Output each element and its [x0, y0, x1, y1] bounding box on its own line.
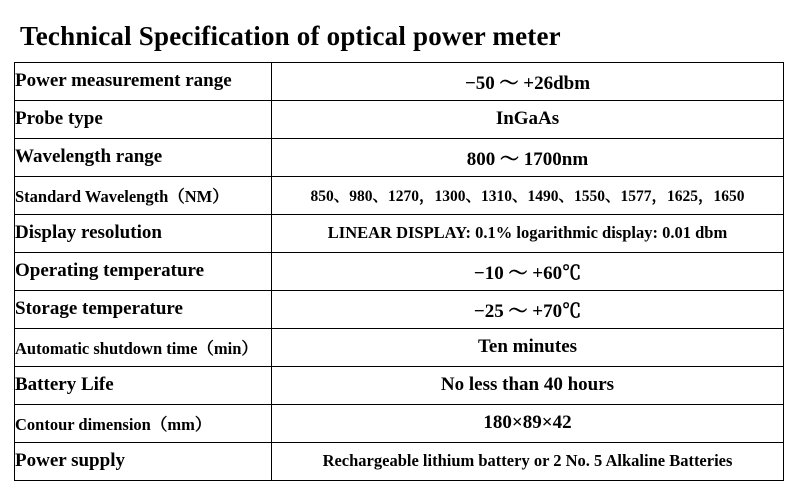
- spec-label: Probe type: [15, 100, 272, 138]
- spec-value: Ten minutes: [272, 328, 784, 366]
- spec-label: Battery Life: [15, 366, 272, 404]
- spec-value: 180×89×42: [272, 404, 784, 442]
- spec-value: Rechargeable lithium battery or 2 No. 5 Alkaline Batteries: [272, 442, 784, 480]
- spec-label: Standard Wavelength（NM）: [15, 176, 272, 214]
- spec-value: 800 ～ 1700nm: [272, 138, 784, 176]
- table-row: [15, 100, 784, 138]
- spec-label: Display resolution: [15, 214, 272, 252]
- table-row: [15, 290, 784, 328]
- table-row: [15, 328, 784, 366]
- spec-label: Power supply: [15, 442, 272, 480]
- table-row: [15, 442, 784, 480]
- spec-value: −10 ～ +60℃: [272, 252, 784, 290]
- spec-value: −25 ～ +70℃: [272, 290, 784, 328]
- table-row: [15, 138, 784, 176]
- spec-value: 850、980、1270，1300、1310、1490、1550、1577，1625，1650: [272, 176, 784, 214]
- spec-value: −50 ～ +26dbm: [272, 62, 784, 100]
- table-row: [15, 404, 784, 442]
- spec-label: Automatic shutdown time（min）: [15, 328, 272, 366]
- table-row: [15, 214, 784, 252]
- table-row: [15, 366, 784, 404]
- spec-label: Operating temperature: [15, 252, 272, 290]
- spec-value: InGaAs: [272, 100, 784, 138]
- specification-table-body: [15, 62, 784, 480]
- specification-table: [14, 62, 784, 481]
- page-title: Technical Specification of optical power meter: [20, 21, 561, 51]
- spec-label: Wavelength range: [15, 138, 272, 176]
- spec-value: No less than 40 hours: [272, 366, 784, 404]
- table-row: [15, 176, 784, 214]
- spec-label: Storage temperature: [15, 290, 272, 328]
- table-row: [15, 252, 784, 290]
- spec-label: Power measurement range: [15, 62, 272, 100]
- table-row: [15, 62, 784, 100]
- spec-value: LINEAR DISPLAY: 0.1% logarithmic display: 0.01 dbm: [272, 214, 784, 252]
- spec-label: Contour dimension（mm）: [15, 404, 272, 442]
